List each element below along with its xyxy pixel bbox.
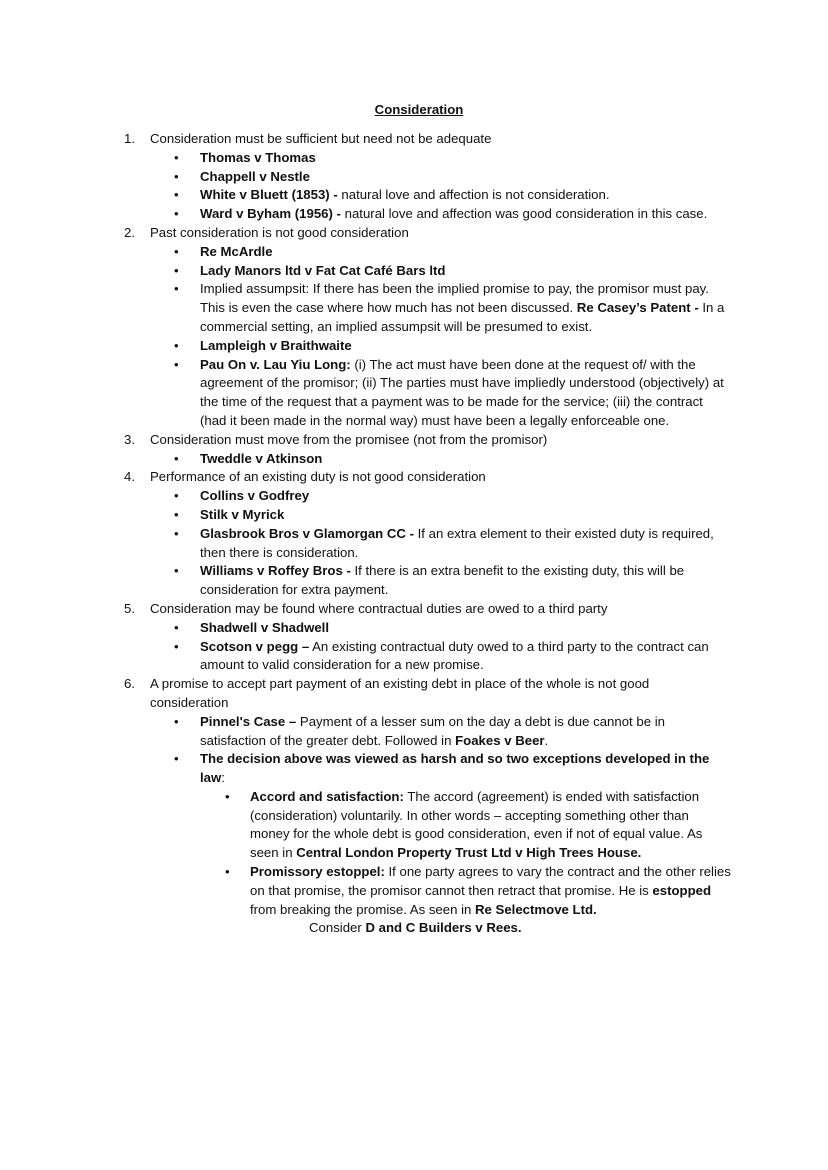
- sub-list: [0, 450, 828, 469]
- item-number: 6.: [124, 676, 135, 692]
- sub-list: [0, 149, 828, 224]
- list-item: • Stilk v Myrick: [0, 506, 828, 525]
- list-item: • White v Bluett (1853) - natural love and affection is not consideration.: [0, 186, 828, 205]
- nested-sub-list: [0, 788, 828, 920]
- numbered-list: [0, 130, 828, 938]
- item-number: 2.: [124, 224, 135, 240]
- item-text: Consideration must move from the promisee (not from the promisor): [150, 431, 548, 447]
- item-number: 1.: [124, 131, 135, 146]
- list-item-1: [0, 130, 828, 149]
- item-text: Past consideration is not good consideration: [150, 224, 409, 240]
- list-item: • Lampleigh v Braithwaite: [0, 337, 828, 356]
- list-item: • Glasbrook Bros v Glamorgan CC - If an extra element to their existed duty is required, then there is consideration.: [0, 525, 828, 563]
- list-item-4: [0, 468, 828, 487]
- list-item-6: [0, 675, 828, 713]
- list-item: • Implied assumpsit: If there has been the implied promise to pay, the promisor must pay. This is even the case where how much has not been discussed. Re Casey’s Patent - In a commercial setting, an implied assumpsit will be presumed to exist.: [0, 280, 828, 336]
- consider-note: Consider D and C Builders v Rees.: [309, 920, 522, 936]
- list-item: • Accord and satisfaction: The accord (agreement) is ended with satisfaction (consideration) voluntarily. In other words – accepting something other than money for the whole debt is good consideration, even if not of equal value. As seen in Central London Property Trust Ltd v High Trees House.: [0, 788, 828, 863]
- list-item: • The decision above was viewed as harsh and so two exceptions developed in the law:: [0, 750, 828, 788]
- page-title: Consideration: [374, 102, 464, 117]
- list-item: • Promissory estoppel: If one party agrees to vary the contract and the other relies on that promise, the promisor cannot then retract that promise. He is estopped from breaking the promise. As seen in Re Selectmove Ltd.: [0, 863, 828, 919]
- list-item: • Pau On v. Lau Yiu Long: (i) The act must have been done at the request of/ with the agreement of the promisor; (ii) The parties must have impliedly understood (objectively) at the time of the request that a payment was to be made for the service; (iii) the contract (had it been made in the normal way) must have been a legally enforceable one.: [0, 356, 828, 431]
- list-item: • Shadwell v Shadwell: [0, 619, 828, 638]
- sub-list: [0, 619, 828, 675]
- list-item: • Thomas v Thomas: [0, 149, 828, 168]
- item-number: 5.: [124, 600, 135, 616]
- list-item: • Collins v Godfrey: [0, 487, 828, 506]
- item-text: A promise to accept part payment of an existing debt in place of the whole is not good consideration: [150, 676, 650, 710]
- list-item-3: [0, 431, 828, 450]
- list-item: • Ward v Byham (1956) - natural love and affection was good consideration in this case.: [0, 205, 828, 224]
- list-item: • Williams v Roffey Bros - If there is an extra benefit to the existing duty, this will be consideration for extra payment.: [0, 562, 828, 600]
- item-text: Consideration may be found where contractual duties are owed to a third party: [150, 600, 608, 616]
- item-number: 4.: [124, 469, 135, 485]
- list-item-5: [0, 600, 828, 619]
- sub-list: [0, 487, 828, 600]
- list-item-2: [0, 224, 828, 243]
- list-item: • Chappell v Nestle: [0, 168, 828, 187]
- list-item: • Tweddle v Atkinson: [0, 450, 828, 469]
- list-item: • Scotson v pegg – An existing contractual duty owed to a third party to the contract can amount to valid consideration for a new promise.: [0, 638, 828, 676]
- item-text: Performance of an existing duty is not good consideration: [150, 469, 486, 485]
- item-text: Consideration must be sufficient but need not be adequate: [150, 131, 492, 146]
- list-item: • Lady Manors ltd v Fat Cat Café Bars ltd: [0, 262, 828, 281]
- sub-list: [0, 243, 828, 431]
- list-item: • Re McArdle: [0, 243, 828, 262]
- sub-list: [0, 713, 828, 788]
- item-number: 3.: [124, 431, 135, 447]
- list-item: • Pinnel's Case – Payment of a lesser sum on the day a debt is due cannot be in satisfaction of the greater debt. Followed in Foakes v Beer.: [0, 713, 828, 751]
